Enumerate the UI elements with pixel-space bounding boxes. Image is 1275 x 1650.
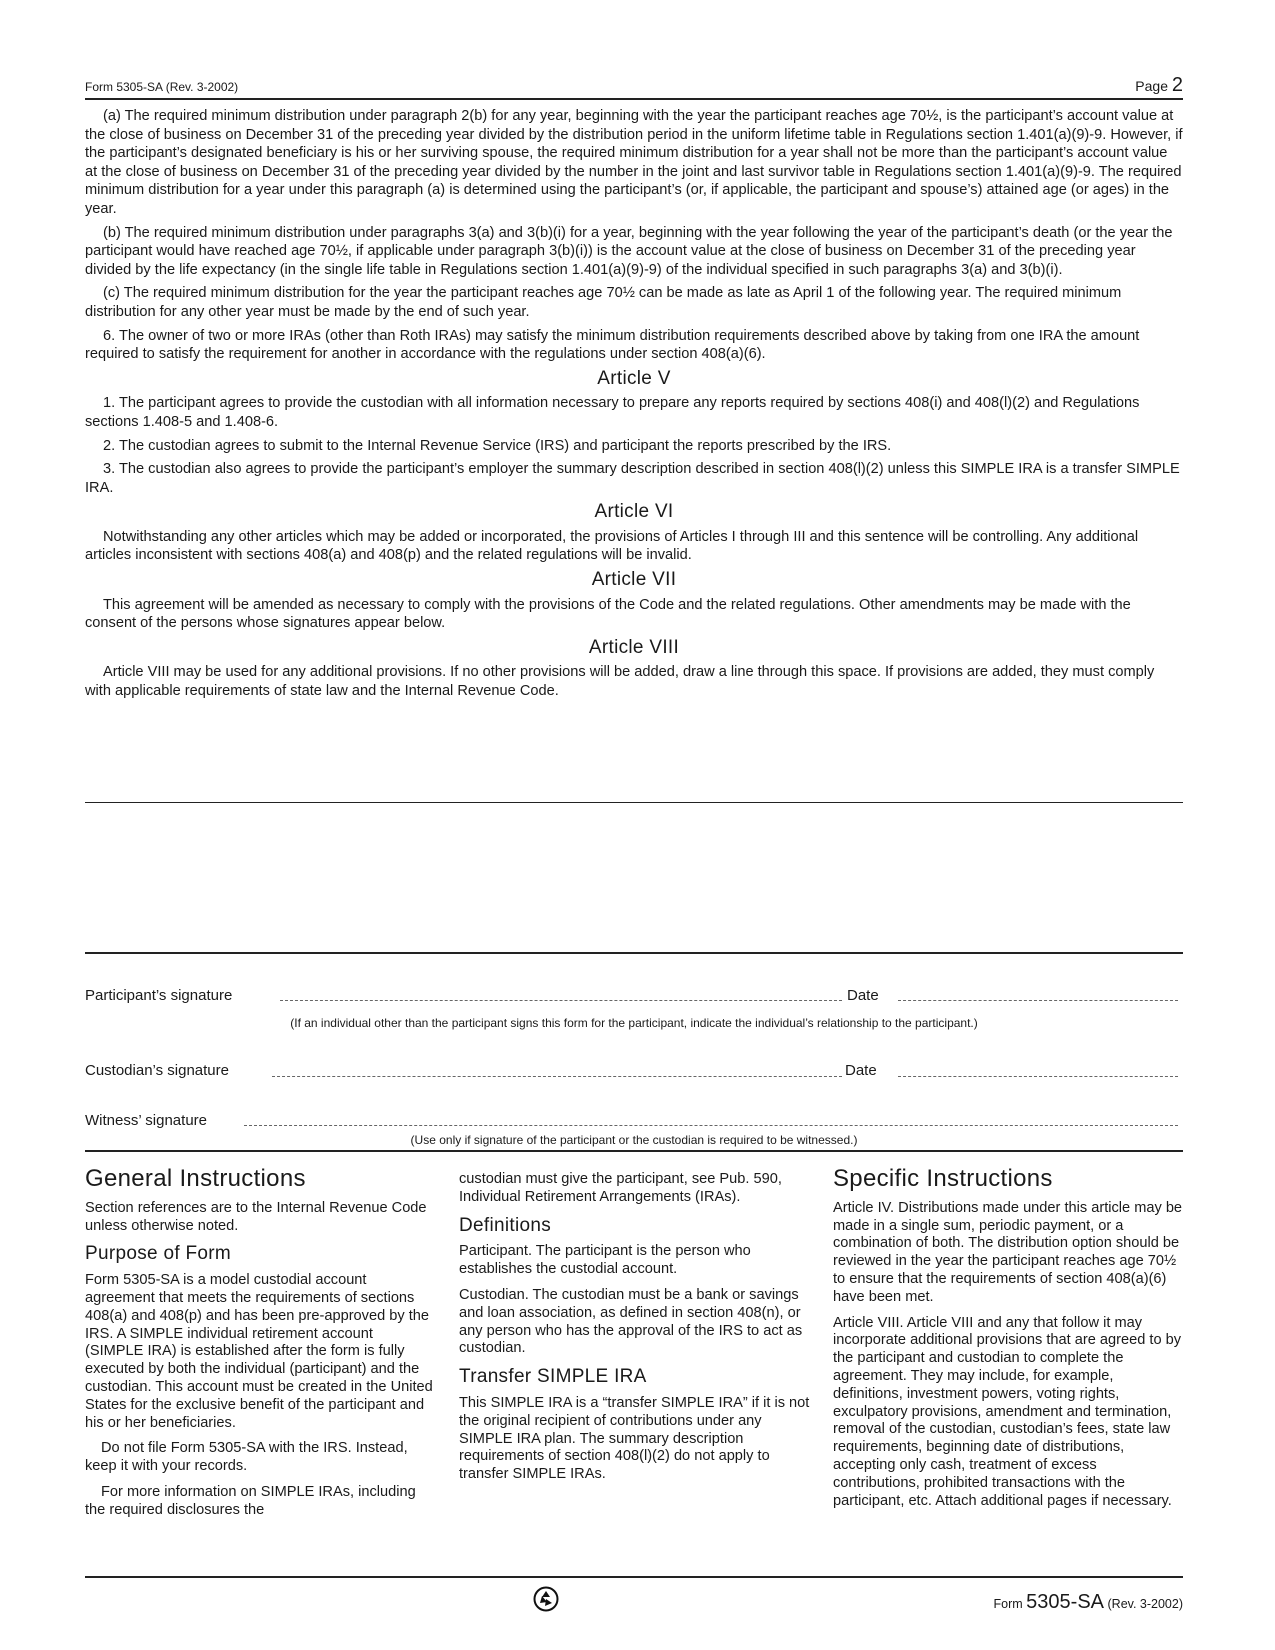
custodian-signature-label: Custodian’s signature xyxy=(85,1062,229,1079)
footer-form-id xyxy=(994,1591,1183,1614)
article-vii-title: Article VII xyxy=(591,569,677,591)
page-label: Page xyxy=(1135,78,1168,94)
para-6: 6. The owner of two or more IRAs (other than Roth IRAs) may satisfy the minimum distribution requirements described above by taking from one IRA the amount required to satisfy the requirement for another in accordance with the regulations under section 408(a)(6). xyxy=(85,327,1140,363)
para-4b: (b) The required minimum distribution under paragraphs 3(a) and 3(b)(i) for a year, beginning with the year following the year of the participant’s death (or the year the participant would have reached age 70½, if applicable under paragraph 3(b)(i)) is the account value at the close of business on December 31 of the preceding year divided by the life expectancy (in the single life table in Regulations section 1.401(a)(9)-9) of the individual specified in such paragraphs 3(a) and 3(b)(i). xyxy=(85,224,1173,278)
participant-date-label: Date xyxy=(847,987,879,1004)
article-v-para-2: 2. The custodian agrees to submit to the Internal Revenue Service (IRS) and participant the reports prescribed by the IRS. xyxy=(103,437,892,454)
custodian-signature-line[interactable] xyxy=(272,1076,842,1077)
middle-instructions-column xyxy=(459,1171,811,1492)
purpose-para-3-cont: custodian must give the participant, see Pub. 590, Individual Retirement Arrangements (IRAs). xyxy=(459,1171,782,1205)
footer-rev: (Rev. 3-2002) xyxy=(1107,1597,1183,1611)
additional-provisions-area[interactable] xyxy=(85,806,1183,948)
article-viii-bottom-rule xyxy=(85,952,1183,954)
specific-instructions-title: Specific Instructions xyxy=(833,1165,1053,1192)
witness-signature-label: Witness’ signature xyxy=(85,1112,207,1129)
purpose-of-form-title: Purpose of Form xyxy=(85,1243,231,1265)
article-vi-para: Notwithstanding any other articles which may be added or incorporated, the provisions of Articles I through III and this sentence will be controlling. Any additional articles inconsistent with sections 408(a) and 408(p) and the related regulations will be invalid. xyxy=(85,528,1139,564)
signature-bottom-rule xyxy=(85,1150,1183,1152)
footer-rule xyxy=(85,1576,1183,1578)
article-vi-title: Article VI xyxy=(594,501,674,523)
def-participant: Participant. The participant is the person who establishes the custodial account. xyxy=(459,1243,751,1278)
participant-date-line[interactable] xyxy=(898,1000,1178,1001)
specific-instructions-column xyxy=(833,1165,1183,1518)
form-id-header: Form 5305-SA (Rev. 3-2002) xyxy=(85,80,239,94)
article-v-para-3: 3. The custodian also agrees to provide the participant’s employer the summary description described in section 408(l)(2) unless this SIMPLE IRA is a transfer SIMPLE IRA. xyxy=(85,461,1180,496)
article-viii-para: Article VIII may be used for any additional provisions. If no other provisions will be added, draw a line through this space. If provisions are added, they must comply with applicable requirements of state law and the Internal Revenue Code. xyxy=(85,664,1155,700)
article-viii-top-rule xyxy=(85,802,1183,803)
purpose-para-2: Do not file Form 5305-SA with the IRS. Instead, keep it with your records. xyxy=(85,1440,408,1475)
para-4a: (a) The required minimum distribution under paragraph 2(b) for any year, beginning with the year the participant reaches age 70½, is the participant’s account value at the close of business on December 31 of the preceding year divided by the distribution period in the uniform lifetime table in Regulations section 1.401(a)(9)-9. However, if the participant’s designated beneficiary is his or her surviving spouse, the required minimum distribution for a year shall not be more than the participant’s account value at the close of business on December 31 of the preceding year divided by the number in the joint and last survivor table in Regulations section 1.401(a)(9)-9. The required minimum distribution for a year under this paragraph (a) is determined using the participant’s (or, if applicable, the participant and spouse’s) attained age (or ages) in the year. xyxy=(85,108,1183,217)
recycle-icon xyxy=(533,1586,559,1612)
header-rule xyxy=(85,98,1183,100)
article-v-para-1: 1. The participant agrees to provide the custodian with all information necessary to prepare any reports required by sections 408(i) and 408(l)(2) and Regulations sections 1.408-5 and 1.408-6. xyxy=(85,395,1140,430)
purpose-para-1: Form 5305-SA is a model custodial account agreement that meets the requirements of sections 408(a) and 408(p) and has been pre-approved by the IRS. A SIMPLE individual retirement account (SIMPLE IRA) is established after the form is fully executed by both the individual (participant) and the custodian. This account must be created in the United States for the exclusive benefit of the participant and his or her beneficiaries. xyxy=(85,1272,433,1431)
custodian-date-line[interactable] xyxy=(898,1076,1178,1077)
specific-para-2: Article VIII. Article VIII and any that follow it may incorporate additional provisions that are agreed to by the participant and custodian to complete the agreement. They may include, for example, definitions, investment powers, voting rights, exculpatory provisions, amendment and termination, removal of the custodian, custodian’s fees, state law requirements, beginning date of distributions, accepting only cash, treatment of excess contributions, prohibited transactions with the participant, etc. Attach additional pages if necessary. xyxy=(833,1314,1182,1509)
participant-note: (If an individual other than the participant signs this form for the participant, indicate the individual’s relationship to the participant.) xyxy=(290,1016,978,1030)
general-instructions-column xyxy=(85,1165,435,1528)
article-viii-title: Article VIII xyxy=(588,636,680,658)
witness-signature-line[interactable] xyxy=(244,1125,1178,1126)
page-number xyxy=(1135,74,1183,97)
transfer-para: This SIMPLE IRA is a “transfer SIMPLE IRA” if it is not the original recipient of contributions under any SIMPLE IRA plan. The summary description requirements of section 408(l)(2) do not apply to transfer SIMPLE IRAs. xyxy=(459,1394,810,1483)
participant-signature-label: Participant’s signature xyxy=(85,987,233,1004)
general-instructions-title: General Instructions xyxy=(85,1165,306,1192)
general-intro: Section references are to the Internal Revenue Code unless otherwise noted. xyxy=(85,1199,427,1234)
participant-signature-line[interactable] xyxy=(280,1000,842,1001)
purpose-para-3: For more information on SIMPLE IRAs, including the required disclosures the xyxy=(85,1483,416,1518)
page-number-value: 2 xyxy=(1171,74,1183,96)
custodian-date-label: Date xyxy=(845,1062,877,1079)
para-4c: (c) The required minimum distribution for the year the participant reaches age 70½ can be made as late as April 1 of the following year. The required minimum distribution for any other year must be made by the end of such year. xyxy=(85,285,1122,320)
agreement-body xyxy=(85,107,1183,706)
footer-form-word: Form xyxy=(993,1597,1023,1611)
witness-note: (Use only if signature of the participant or the custodian is required to be witnessed.) xyxy=(410,1133,858,1147)
specific-para-1: Article IV. Distributions made under this article may be made in a single sum, periodic payment, or a combination of both. The distribution option should be reviewed in the year the participant reaches age 70½ to ensure that the requirements of section 408(a)(6) have been met. xyxy=(833,1199,1183,1305)
definitions-title: Definitions xyxy=(459,1214,552,1236)
transfer-simple-ira-title: Transfer SIMPLE IRA xyxy=(459,1366,647,1388)
article-v-title: Article V xyxy=(597,367,671,389)
footer-form-number: 5305-SA xyxy=(1026,1591,1105,1613)
article-vii-para: This agreement will be amended as necessary to comply with the provisions of the Code and the related regulations. Other amendments may be made with the consent of the persons whose signatures appear below. xyxy=(85,596,1131,632)
def-custodian: Custodian. The custodian must be a bank or savings and loan association, as defined in section 408(n), or any person who has the approval of the IRS to act as custodian. xyxy=(459,1286,803,1357)
